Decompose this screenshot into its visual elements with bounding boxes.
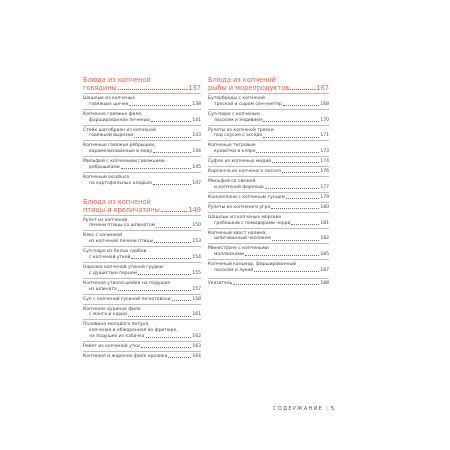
toc-entry-page: 153 [192, 239, 201, 245]
section-title[interactable] [83, 198, 201, 215]
section-title-page: 149 [188, 205, 201, 214]
dot-leader [151, 118, 192, 122]
toc-entry-line [208, 185, 329, 191]
toc-entry-line: Копченое говяжье филе, [83, 111, 143, 117]
toc-entry-page: 144 [192, 149, 201, 155]
toc-entry-line [83, 118, 201, 124]
dot-leader [121, 165, 192, 169]
dot-leader [272, 159, 319, 163]
toc-entry-line [208, 281, 329, 287]
toc-entry-line [83, 297, 201, 303]
toc-entry-text: печени птицы со шпинатом [89, 223, 156, 229]
toc-entry-page: 163 [192, 343, 201, 349]
toc-entry-page: 168 [320, 101, 329, 107]
toc-entry-line: Рулеты из копченой трески [208, 127, 274, 133]
toc-entry-line: Копченая утиная шейка на подушке [83, 280, 171, 286]
toc-entry-line: Копченое куриное филе [83, 306, 141, 312]
page-footer [273, 406, 334, 412]
toc-entry-text: под соусом с эсседо [214, 133, 263, 139]
toc-entry-page: 176 [320, 169, 329, 175]
toc-entry[interactable] [83, 294, 201, 304]
toc-entry-line [83, 149, 201, 155]
section-title-line: Блюда из копченой [208, 76, 276, 84]
toc-entry-text: Указатель [208, 280, 233, 286]
toc-entry-text: Каннеллони с копченым тунцом [208, 194, 285, 200]
toc-entry-line: Копченый кальмар, фаршированный [208, 262, 296, 268]
footer-separator: | [326, 406, 328, 412]
toc-entry-page: 171 [320, 133, 329, 139]
toc-entry-line [208, 169, 329, 175]
toc-entry[interactable] [208, 156, 329, 166]
toc-entry-line [208, 268, 329, 274]
toc-entry[interactable] [208, 192, 329, 202]
dot-leader [282, 169, 320, 173]
toc-entry-page: 174 [320, 159, 329, 165]
toc-entry-line: копченая и обжаренная во фритюре, [89, 328, 178, 334]
dot-leader [291, 221, 319, 225]
toc-entry-line: Суп-пюре из белых грибов [83, 249, 147, 255]
toc-entry-line: Нарезка копченой утиной грудки [83, 265, 163, 271]
toc-entry-line: Кекс с начинкой [83, 233, 123, 239]
toc-entry-text: на картофельных оладьях [89, 180, 153, 186]
toc-entry-text: Рийет из копченой утки [83, 343, 140, 349]
toc-entry-line [208, 118, 329, 124]
footer-section-label: СОДЕРЖАНИЕ [273, 406, 324, 412]
toc-entry-line [208, 252, 329, 258]
toc-entry-text: Суп с копченой гусиной по-хотайски [83, 296, 171, 302]
toc-entry[interactable] [83, 140, 201, 156]
toc-entry-page: 180 [320, 204, 329, 210]
toc-entry-line [83, 344, 201, 350]
toc-entry[interactable] [208, 259, 329, 275]
toc-entry-line: Бутерброды с копченой [208, 96, 265, 101]
toc-entry-line [208, 102, 329, 108]
dot-leader [271, 205, 319, 209]
toc-entry[interactable] [208, 176, 329, 192]
toc-entry-page: 188 [320, 280, 329, 286]
toc-entry-line [208, 195, 329, 201]
toc-entry[interactable] [83, 230, 201, 246]
toc-entry-page: 179 [320, 194, 329, 200]
section-spacer [83, 188, 201, 198]
toc-entry-line [83, 271, 201, 277]
toc-entry[interactable] [83, 93, 201, 109]
toc-entry-text: говяжьих щечек [89, 101, 129, 107]
toc-entry-line [208, 133, 329, 139]
toc-entry-text: с копченой уткой [89, 255, 131, 261]
toc-entry-line: Суп-пюре с копченым [208, 111, 260, 117]
toc-entry-text: с манго и карри [89, 312, 128, 318]
toc-entry[interactable] [83, 246, 201, 262]
toc-entry-text: лососем и эндивием [214, 117, 263, 123]
toc-entry-page: 157 [192, 286, 201, 292]
toc-entry-page: 154 [192, 255, 201, 261]
toc-entry-line: Мильфей со свежей [208, 179, 256, 185]
toc-entry-line [83, 165, 201, 171]
toc-entry-line [208, 159, 329, 165]
section-title-line [208, 84, 329, 92]
toc-entry-text: на подушке из кабачка [89, 333, 145, 339]
toc-entry-line [83, 287, 201, 293]
toc-entry-line [83, 223, 201, 229]
toc-entry-text: с душистым перцем [89, 270, 137, 276]
toc-entry-page: 141 [192, 117, 201, 123]
toc-entry[interactable] [83, 172, 201, 188]
toc-entry-page: 150 [192, 223, 201, 229]
toc-entry-page: 177 [320, 184, 329, 190]
section-title-line: Блюда из копченой [83, 197, 151, 206]
toc-entry-text: треской и сыром сен-нектер [214, 101, 282, 107]
toc-entry[interactable] [208, 212, 329, 228]
section-title[interactable] [208, 76, 329, 93]
dot-leader [138, 271, 191, 275]
section-title-page: 167 [316, 84, 329, 92]
toc-entry[interactable] [83, 278, 201, 294]
toc-entry-line [208, 205, 329, 211]
toc-entry-page: 143 [192, 133, 201, 139]
toc-entry-line [208, 236, 329, 242]
dot-leader [256, 149, 319, 153]
toc-entry-line: Мильфей с копчеными говяжьими [83, 159, 165, 165]
toc-entry-text: креветки в кляре [214, 149, 256, 155]
section-title-line: Блюда из копченой [83, 76, 151, 84]
toc-entry-text: говяжьей вырезки [89, 133, 134, 139]
dot-leader [128, 312, 191, 316]
dot-leader [129, 102, 191, 106]
dot-leader [153, 149, 191, 153]
page-number: 5 [330, 406, 334, 412]
toc-entry-line [83, 354, 201, 360]
toc-entry[interactable] [208, 202, 329, 212]
toc-entry-text: моллюсками [214, 252, 244, 258]
toc-entry-page: 173 [320, 149, 329, 155]
dot-leader [283, 102, 320, 106]
toc-entry-line: Шашлык из копченых [83, 96, 136, 101]
dot-leader [131, 255, 191, 259]
toc-entry-text: из копченой печени птицы [89, 239, 154, 245]
toc-entry-line [83, 312, 201, 318]
dot-leader [154, 239, 191, 243]
toc-entry-text: шпигованный чесноком [214, 236, 271, 242]
toc-entry-line [208, 221, 329, 227]
section-title-text: говядины [83, 84, 117, 92]
toc-entry[interactable] [83, 125, 201, 141]
dot-leader [146, 334, 192, 338]
toc-entry[interactable] [83, 156, 201, 172]
toc-entry-text: Рулеты из копченого угря [208, 204, 271, 210]
toc-entry-text: фаршированное печенью [89, 117, 150, 123]
toc-entry-page: 145 [192, 164, 201, 170]
toc-entry-text: из шпината [89, 286, 117, 292]
toc-entry-text: и копченой форелью [214, 184, 264, 190]
dot-leader [254, 268, 319, 272]
toc-entry-page: 155 [192, 270, 201, 276]
toc-entry-line: Копченые говяжьи ребрышки, [83, 143, 156, 149]
toc-entry-page: 158 [192, 296, 201, 302]
toc-left-column [83, 76, 201, 361]
toc-entry-line [83, 102, 201, 108]
toc-entry-page: 187 [320, 267, 329, 273]
toc-entry[interactable] [83, 262, 201, 278]
toc-entry-line [83, 255, 201, 261]
toc-entry[interactable] [208, 109, 329, 125]
toc-entry-line [83, 133, 201, 139]
section-title-page: 137 [188, 84, 201, 92]
dot-leader [286, 195, 319, 199]
dot-leader [290, 84, 315, 90]
toc-entry[interactable] [208, 93, 329, 109]
dot-leader [168, 354, 191, 358]
toc-entry-line: Копченый хвост налима, [208, 230, 267, 236]
toc-entry[interactable] [208, 228, 329, 244]
toc-right-column [208, 76, 329, 288]
toc-entry-index[interactable] [208, 278, 329, 288]
toc-entry-page: 147 [192, 180, 201, 186]
toc-entry-page: 185 [320, 252, 329, 258]
dot-leader [272, 236, 320, 240]
toc-entry-line: Стейк шатобриан из копченой [83, 127, 156, 133]
toc-entry[interactable] [83, 215, 201, 231]
toc-entry-page: 182 [320, 236, 329, 242]
dot-leader [134, 133, 191, 137]
toc-entry[interactable] [208, 140, 329, 156]
toc-entry[interactable] [83, 109, 201, 125]
dot-leader [172, 297, 192, 301]
toc-entry[interactable] [83, 341, 201, 351]
dot-leader [156, 223, 191, 227]
toc-entry-text: ребрышками [89, 164, 120, 170]
toc-entry-line: Копченые тигровые [208, 143, 256, 149]
toc-entry-line: Рулет из копченой [83, 217, 128, 223]
toc-entry-line [208, 149, 329, 155]
section-title[interactable] [83, 76, 201, 93]
section-title-line [83, 206, 201, 214]
toc-entry-line: Копченый ossobuco [83, 174, 130, 180]
toc-entry-text: Копченое и жареное филе кролика [83, 353, 168, 359]
toc-entry-line: Минестроне с копчеными [208, 246, 269, 252]
dot-leader [161, 206, 188, 212]
toc-entry-line [83, 334, 201, 340]
toc-entry-page: 164 [192, 353, 201, 359]
dot-leader [263, 133, 319, 137]
dot-leader [263, 118, 319, 122]
dot-leader [118, 287, 192, 291]
dot-leader [245, 252, 319, 256]
dot-leader [265, 185, 320, 189]
toc-entry-page: 162 [192, 333, 201, 339]
toc-entry-text: карамелизованные в меду [89, 149, 153, 155]
section-title-text: птицы и кроличатины [83, 205, 160, 214]
toc-entry-line [83, 181, 201, 187]
toc-entry[interactable] [83, 351, 201, 361]
toc-entry[interactable] [83, 319, 201, 341]
toc-entry-page: 181 [320, 220, 329, 226]
dot-leader [141, 344, 191, 348]
toc-entry-line [83, 239, 201, 245]
toc-entry[interactable] [208, 166, 329, 176]
section-title-text: рыбы и морепродуктов [208, 84, 290, 92]
toc-entry-page: 161 [192, 312, 201, 318]
toc-entry-line: Шашлык из копченых морских [208, 214, 282, 220]
toc-entry[interactable] [83, 304, 201, 320]
toc-entry-text: Карпаччо из копченого лосося [208, 169, 281, 175]
toc-entry-text: гребешков с помидорами черри [214, 220, 291, 226]
section-title-line [83, 84, 201, 92]
toc-entry-page: 170 [320, 117, 329, 123]
toc-entry-page: 138 [192, 101, 201, 107]
toc-entry-text: Суфле из копченых мидий [208, 159, 272, 165]
dot-leader [233, 281, 319, 285]
toc-entry-line: Половина молодого петуха, [83, 322, 150, 328]
toc-entry[interactable] [208, 125, 329, 141]
dot-leader [153, 181, 191, 185]
toc-entry-text: лососем и лукой [214, 267, 254, 273]
toc-entry[interactable] [208, 243, 329, 259]
dot-leader [118, 84, 188, 90]
